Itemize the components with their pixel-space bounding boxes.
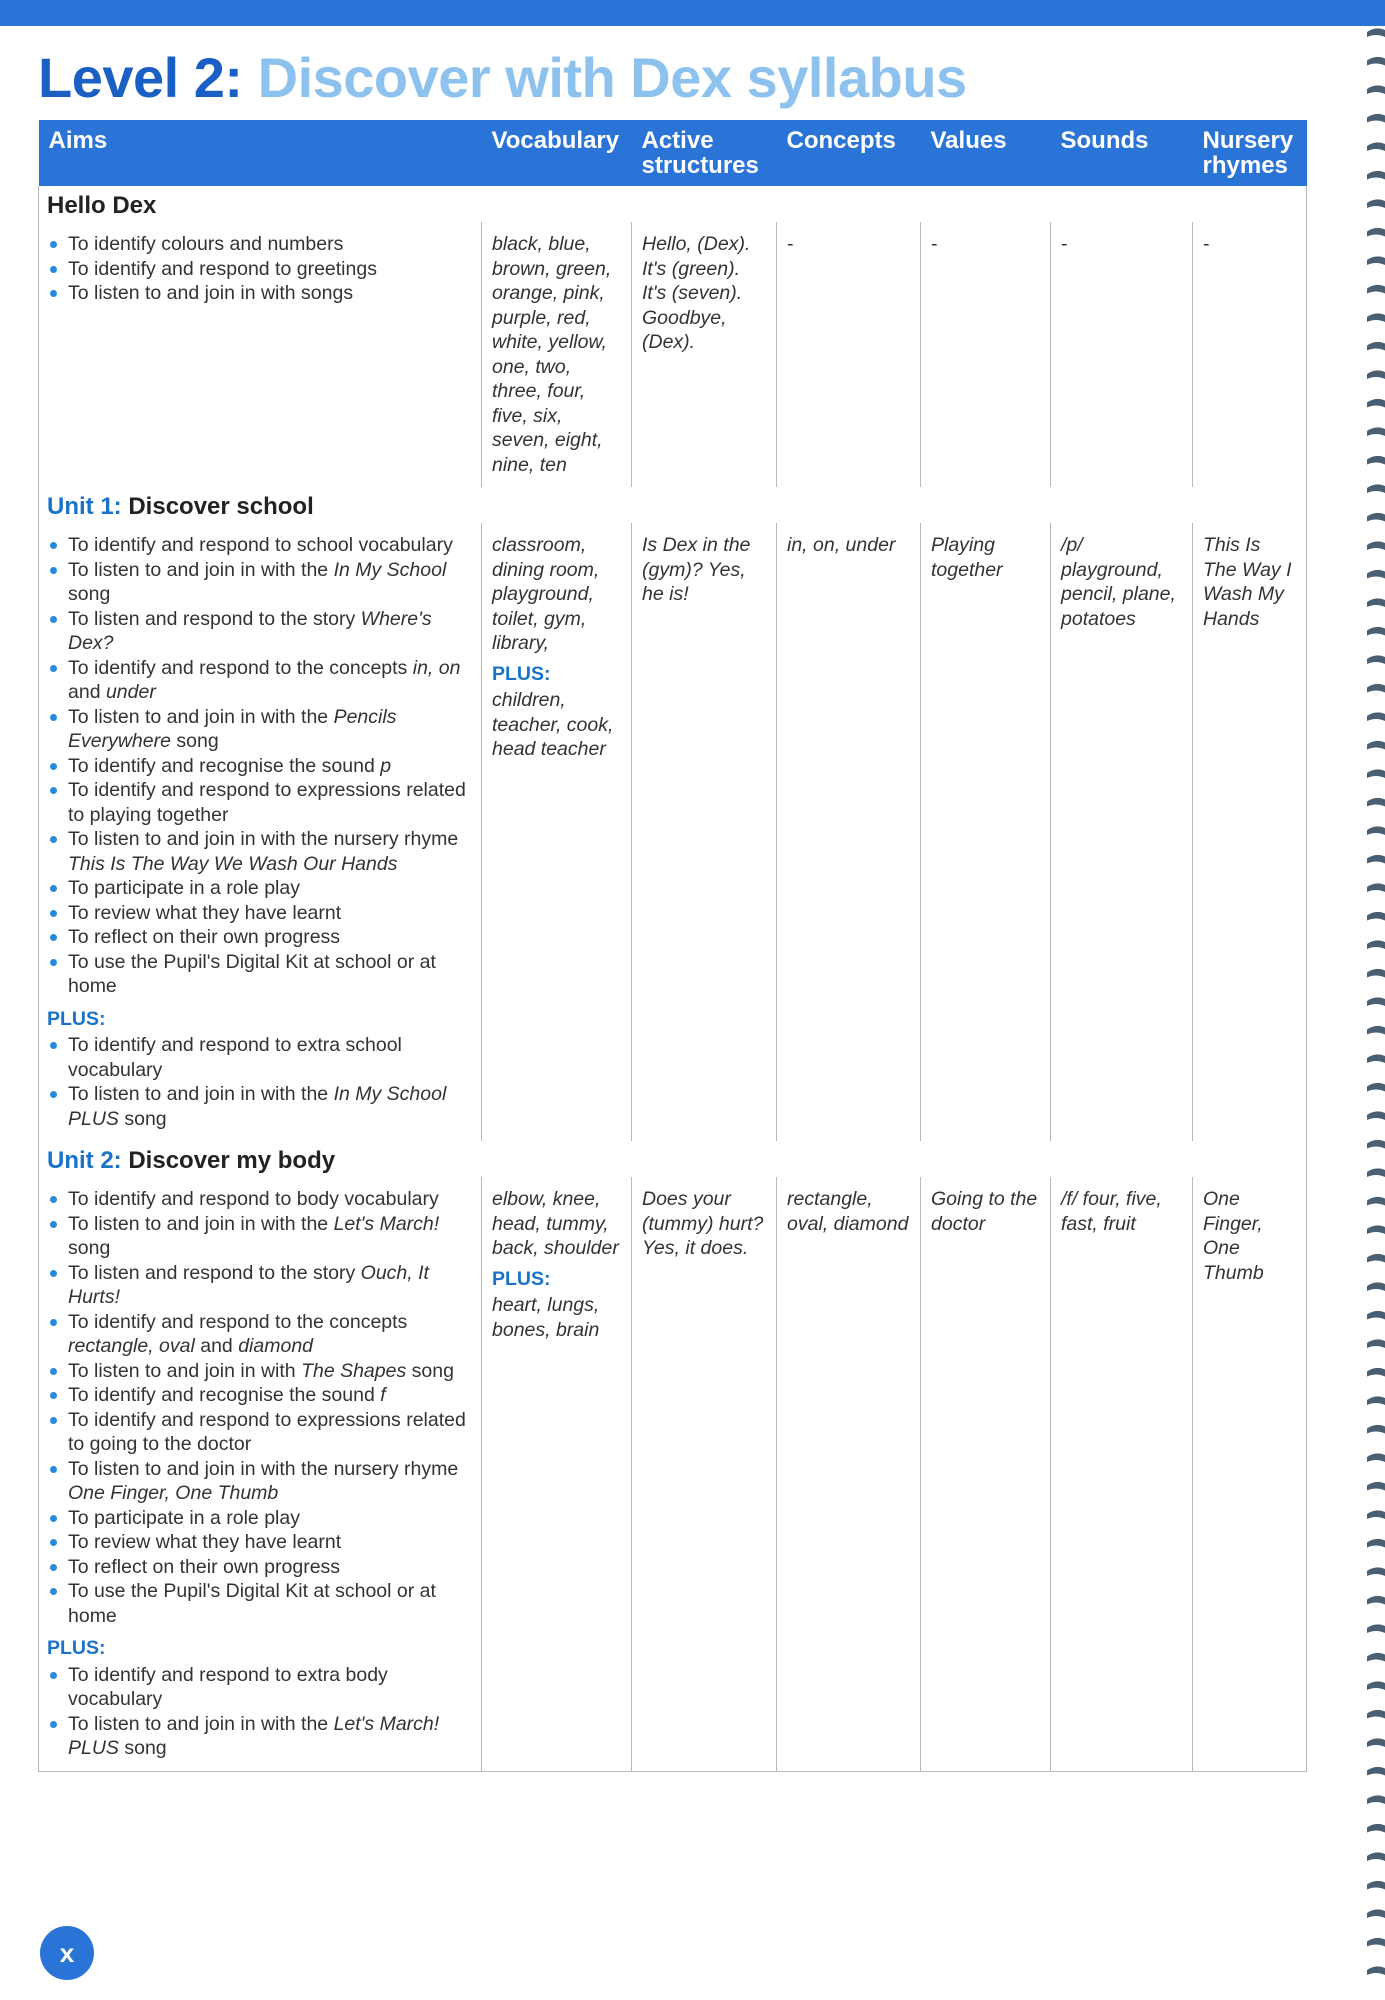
unit2-label: Unit 2: <box>47 1147 122 1174</box>
aim-title-text: p <box>380 754 392 777</box>
spiral-loop <box>1367 1938 1385 1947</box>
spiral-loop <box>1367 1767 1385 1776</box>
spiral-loop <box>1367 1368 1385 1377</box>
aim-item <box>47 1712 471 1761</box>
aim-title-text: under <box>105 681 156 703</box>
page-number-badge: x <box>40 1926 94 1980</box>
spiral-loop <box>1367 171 1385 180</box>
spiral-loop <box>1367 199 1385 208</box>
aim-title-text: in, on <box>412 656 461 679</box>
aim-text: To identify and recognise the sound <box>68 1384 381 1406</box>
spiral-binding <box>1365 18 1385 2000</box>
aim-item: To reflect on their own progress <box>47 1555 471 1580</box>
unit1-values: Playing together <box>921 523 1051 1141</box>
spiral-loop <box>1367 1225 1385 1234</box>
spiral-loop <box>1367 769 1385 778</box>
spiral-loop <box>1367 1510 1385 1519</box>
aim-item: To identify and respond to expressions related to going to the doctor <box>47 1408 471 1457</box>
spiral-loop <box>1367 798 1385 807</box>
section-unit2-title <box>47 1145 1298 1177</box>
aim-item <box>47 1212 471 1261</box>
aim-text: To identify and respond to the concepts <box>68 656 413 679</box>
spiral-loop <box>1367 85 1385 94</box>
unit1-sounds: /p/ playground, pencil, plane, potatoes <box>1051 523 1193 1141</box>
aim-item <box>47 1310 471 1359</box>
section-unit1-title <box>47 491 1298 523</box>
spiral-loop <box>1367 997 1385 1006</box>
aim-item <box>47 656 471 705</box>
spiral-loop <box>1367 313 1385 322</box>
spiral-loop <box>1367 370 1385 379</box>
spiral-loop <box>1367 1567 1385 1576</box>
unit1-aims-cell <box>39 523 482 1141</box>
spiral-loop <box>1367 256 1385 265</box>
aim-title-text: rectangle, oval <box>68 1335 195 1357</box>
unit1-vocabulary-cell <box>482 523 632 1141</box>
unit2-values: Going to the doctor <box>921 1177 1051 1771</box>
title-level: Level 2: <box>38 46 243 109</box>
spiral-loop <box>1367 826 1385 835</box>
header-row <box>39 120 1307 186</box>
hello-active-structures: Hello, (Dex). It's (green). It's (seven). Goodbye, (Dex). <box>632 222 777 487</box>
aim-item: To identify and respond to extra school vocabulary <box>47 1033 471 1082</box>
aim-item: To review what they have learnt <box>47 1530 471 1555</box>
aim-text: To listen to and join in with the <box>68 1712 334 1735</box>
syllabus-table <box>38 120 1307 1772</box>
spiral-loop <box>1367 513 1385 522</box>
unit2-plus-aims-list <box>47 1663 471 1761</box>
aim-title-text: In My School PLUS <box>68 1083 447 1130</box>
spiral-loop <box>1367 541 1385 550</box>
spiral-loop <box>1367 228 1385 237</box>
spiral-loop <box>1367 712 1385 721</box>
header-aims: Aims <box>39 120 482 186</box>
unit1-vocabulary: classroom, dining room, playground, toilet, gym, library, <box>492 534 600 654</box>
spiral-loop <box>1367 1282 1385 1291</box>
aim-text: To listen and respond to the story <box>68 1261 361 1284</box>
unit2-aims-list <box>47 1187 471 1628</box>
header-sounds: Sounds <box>1051 120 1193 186</box>
aim-title-text: The Shapes <box>301 1359 407 1382</box>
spiral-loop <box>1367 142 1385 151</box>
spiral-loop <box>1367 883 1385 892</box>
unit1-vocabulary-plus-label: PLUS: <box>492 662 551 685</box>
unit2-nursery-rhymes: One Finger, One Thumb <box>1193 1177 1307 1771</box>
spiral-loop <box>1367 285 1385 294</box>
spiral-loop <box>1367 1311 1385 1320</box>
aim-text: To listen to and join in with the nursery rhyme <box>68 828 459 850</box>
aim-text: To listen to and join in with the <box>68 1083 334 1105</box>
aim-text: To listen to and join in with the <box>68 1212 334 1235</box>
spiral-loop <box>1367 1738 1385 1747</box>
hello-aims-cell <box>39 222 482 487</box>
aim-item <box>47 1359 471 1384</box>
spiral-loop <box>1367 1425 1385 1434</box>
unit1-plus-aims-list <box>47 1033 471 1131</box>
aim-item: To use the Pupil's Digital Kit at school or at home <box>47 1579 471 1628</box>
aim-text: song <box>170 730 219 752</box>
spiral-loop <box>1367 484 1385 493</box>
aim-text: To identify and recognise the sound <box>68 754 381 777</box>
spiral-loop <box>1367 1624 1385 1633</box>
aim-title-text: Ouch, It Hurts! <box>68 1261 429 1308</box>
aim-item: To reflect on their own progress <box>47 925 471 950</box>
spiral-loop <box>1367 1710 1385 1719</box>
aim-text: To listen to and join in with the nursery rhyme <box>68 1457 459 1480</box>
spiral-loop <box>1367 1453 1385 1462</box>
spiral-loop <box>1367 1539 1385 1548</box>
unit2-vocabulary-cell <box>482 1177 632 1771</box>
section-hello-row <box>39 186 1307 222</box>
aim-item <box>47 1383 471 1408</box>
aim-item <box>47 558 471 607</box>
unit1-nursery-rhymes: This Is The Way I Wash My Hands <box>1193 523 1307 1141</box>
spiral-loop <box>1367 1881 1385 1890</box>
spiral-loop <box>1367 684 1385 693</box>
unit2-vocabulary: elbow, knee, head, tummy, back, shoulder <box>492 1188 619 1259</box>
aim-text: and <box>194 1335 239 1357</box>
aim-item <box>47 1457 471 1506</box>
spiral-loop <box>1367 940 1385 949</box>
aim-item: To identify and respond to body vocabulary <box>47 1187 471 1212</box>
spiral-loop <box>1367 1168 1385 1177</box>
unit1-title-text: Discover school <box>128 493 314 520</box>
aim-title-text: In My School <box>333 558 447 581</box>
top-banner <box>0 0 1385 26</box>
spiral-loop <box>1367 1681 1385 1690</box>
spiral-loop <box>1367 1026 1385 1035</box>
aim-text: and <box>68 681 106 703</box>
spiral-loop <box>1367 855 1385 864</box>
spiral-loop <box>1367 114 1385 123</box>
spiral-loop <box>1367 969 1385 978</box>
unit1-plus-label: PLUS: <box>47 1007 106 1030</box>
unit1-aims-list <box>47 533 471 999</box>
hello-nursery-rhymes: - <box>1193 222 1307 487</box>
spiral-loop <box>1367 1111 1385 1120</box>
section-hello-content <box>39 222 1307 487</box>
section-unit2-row <box>39 1141 1307 1177</box>
aim-item: To identify and respond to greetings <box>47 257 471 282</box>
aim-title-text: diamond <box>238 1335 314 1357</box>
section-unit2-content <box>39 1177 1307 1771</box>
spiral-loop <box>1367 1795 1385 1804</box>
aim-item: To identify and respond to extra body vocabulary <box>47 1663 471 1712</box>
unit2-concepts: rectangle, oval, diamond <box>777 1177 921 1771</box>
aim-title-text: Let's March! <box>333 1212 440 1235</box>
aim-title-text: Where's Dex? <box>68 607 432 654</box>
aim-item <box>47 705 471 754</box>
unit1-concepts: in, on, under <box>777 523 921 1141</box>
aim-text: song <box>118 1737 167 1759</box>
unit2-sounds: /f/ four, five, fast, fruit <box>1051 1177 1193 1771</box>
aim-title-text: This Is The Way We Wash Our Hands <box>68 852 398 875</box>
aim-title-text: f <box>380 1384 386 1406</box>
spiral-loop <box>1367 741 1385 750</box>
spiral-loop <box>1367 1824 1385 1833</box>
spiral-loop <box>1367 912 1385 921</box>
unit2-active-structures: Does your (tummy) hurt? Yes, it does. <box>632 1177 777 1771</box>
spiral-loop <box>1367 1396 1385 1405</box>
title-text: Discover with Dex syllabus <box>257 46 967 109</box>
spiral-loop <box>1367 1197 1385 1206</box>
aim-text: To listen to and join in with the <box>68 705 334 728</box>
aim-item <box>47 1082 471 1131</box>
spiral-loop <box>1367 28 1385 37</box>
spiral-loop <box>1367 57 1385 66</box>
spiral-loop <box>1367 655 1385 664</box>
aim-item <box>47 1261 471 1310</box>
header-values: Values <box>921 120 1051 186</box>
hello-aims-list <box>47 232 471 306</box>
spiral-loop <box>1367 1653 1385 1662</box>
page-title <box>38 44 967 112</box>
aim-text: song <box>68 1237 111 1259</box>
hello-sounds: - <box>1051 222 1193 487</box>
aim-item <box>47 607 471 656</box>
aim-text: song <box>118 1107 167 1130</box>
spiral-loop <box>1367 1140 1385 1149</box>
spiral-loop <box>1367 598 1385 607</box>
aim-item: To participate in a role play <box>47 1506 471 1531</box>
spiral-loop <box>1367 1083 1385 1092</box>
section-unit1-content <box>39 523 1307 1141</box>
hello-concepts: - <box>777 222 921 487</box>
header-concepts: Concepts <box>777 120 921 186</box>
aim-item: To review what they have learnt <box>47 901 471 926</box>
unit2-vocabulary-plus-label: PLUS: <box>492 1267 551 1290</box>
aim-title-text: One Finger, One Thumb <box>68 1482 279 1504</box>
spiral-loop <box>1367 399 1385 408</box>
spiral-loop <box>1367 627 1385 636</box>
spiral-loop <box>1367 1966 1385 1975</box>
unit1-label: Unit 1: <box>47 493 122 520</box>
aim-item: To participate in a role play <box>47 876 471 901</box>
unit1-vocabulary-plus: children, teacher, cook, head teacher <box>492 689 614 760</box>
unit2-vocabulary-plus: heart, lungs, bones, brain <box>492 1294 600 1341</box>
spiral-loop <box>1367 1339 1385 1348</box>
aim-item <box>47 754 471 779</box>
aim-item: To use the Pupil's Digital Kit at school or at home <box>47 950 471 999</box>
aim-item: To identify and respond to school vocabulary <box>47 533 471 558</box>
spiral-loop <box>1367 1482 1385 1491</box>
aim-text: song <box>68 583 111 605</box>
section-unit1-row <box>39 487 1307 523</box>
spiral-loop <box>1367 427 1385 436</box>
aim-title-text: Pencils Everywhere <box>68 705 397 752</box>
spiral-loop <box>1367 1909 1385 1918</box>
spiral-loop <box>1367 456 1385 465</box>
header-nursery-rhymes: Nursery rhymes <box>1193 120 1307 186</box>
aim-text: To listen to and join in with the <box>68 558 334 581</box>
aim-item <box>47 827 471 876</box>
header-vocabulary: Vocabulary <box>482 120 632 186</box>
header-active-structures: Active structures <box>632 120 777 186</box>
spiral-loop <box>1367 1852 1385 1861</box>
aim-text: To listen and respond to the story <box>68 607 361 630</box>
section-hello-title-text: Hello Dex <box>47 192 157 219</box>
hello-values: - <box>921 222 1051 487</box>
unit2-title-text: Discover my body <box>128 1147 336 1174</box>
unit2-aims-cell <box>39 1177 482 1771</box>
spiral-loop <box>1367 1054 1385 1063</box>
aim-text: song <box>406 1359 454 1382</box>
spiral-loop <box>1367 1596 1385 1605</box>
aim-item: To identify and respond to expressions related to playing together <box>47 778 471 827</box>
unit2-plus-label: PLUS: <box>47 1637 106 1659</box>
aim-item: To identify colours and numbers <box>47 232 471 257</box>
spiral-loop <box>1367 1254 1385 1263</box>
spiral-loop <box>1367 570 1385 579</box>
hello-vocabulary: black, blue, brown, green, orange, pink, purple, red, white, yellow, one, two, three, four, five, six, seven, eight, nine, ten <box>482 222 632 487</box>
section-hello-title <box>47 190 1298 222</box>
aim-text: To listen to and join in with <box>68 1359 302 1382</box>
aim-text: To identify and respond to the concepts <box>68 1310 408 1333</box>
unit1-active-structures: Is Dex in the (gym)? Yes, he is! <box>632 523 777 1141</box>
spiral-loop <box>1367 342 1385 351</box>
aim-title-text: Let's March! PLUS <box>68 1712 440 1759</box>
aim-item: To listen to and join in with songs <box>47 281 471 306</box>
